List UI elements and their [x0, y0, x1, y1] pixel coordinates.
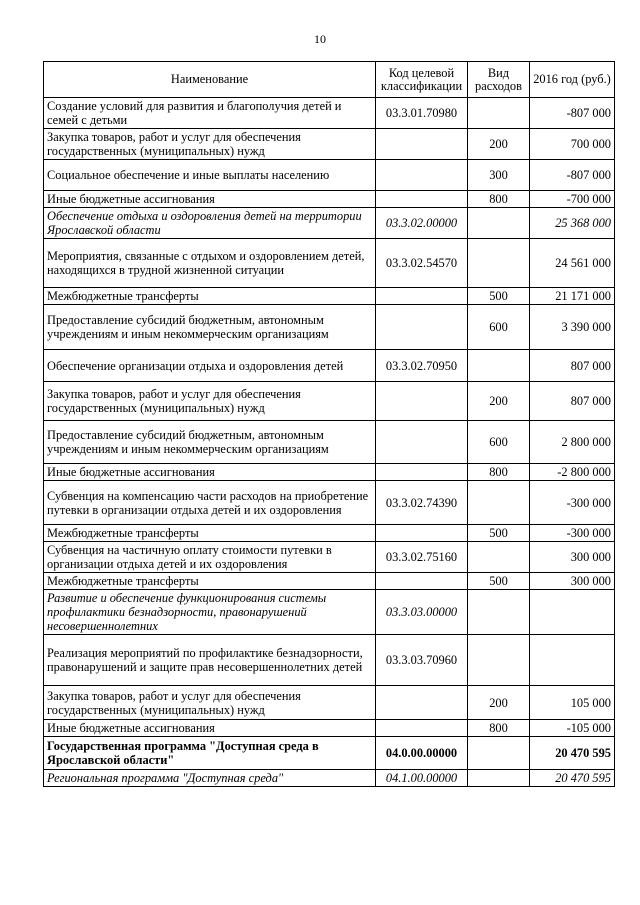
row-code: 03.3.02.00000 [376, 208, 468, 239]
header-name: Наименование [44, 62, 376, 98]
row-name: Закупка товаров, работ и услуг для обеспечения государственных (муниципальных) нужд [44, 129, 376, 160]
row-vid [468, 635, 530, 686]
row-amount: 3 390 000 [530, 305, 615, 350]
table-row [44, 686, 615, 720]
row-code: 03.3.02.74390 [376, 481, 468, 525]
row-name: Иные бюджетные ассигнования [44, 191, 376, 208]
row-code [376, 421, 468, 464]
row-vid [468, 98, 530, 129]
row-amount: 24 561 000 [530, 239, 615, 288]
row-vid [468, 737, 530, 770]
row-name: Предоставление субсидий бюджетным, автономным учреждениям и иным некоммерческим организациям [44, 305, 376, 350]
row-name: Создание условий для развития и благополучия детей и семей с детьми [44, 98, 376, 129]
table-row [44, 382, 615, 421]
row-amount: 807 000 [530, 382, 615, 421]
table-row [44, 542, 615, 573]
row-vid: 800 [468, 464, 530, 481]
row-name: Государственная программа "Доступная среда в Ярославской области" [44, 737, 376, 770]
row-vid: 600 [468, 421, 530, 464]
row-vid [468, 208, 530, 239]
table-row [44, 98, 615, 129]
row-vid: 300 [468, 160, 530, 191]
row-vid: 800 [468, 191, 530, 208]
row-code [376, 305, 468, 350]
row-name: Закупка товаров, работ и услуг для обеспечения государственных (муниципальных) нужд [44, 686, 376, 720]
row-vid: 500 [468, 525, 530, 542]
row-name: Обеспечение отдыха и оздоровления детей на территории Ярославской области [44, 208, 376, 239]
row-amount: -300 000 [530, 525, 615, 542]
row-amount: 20 470 595 [530, 737, 615, 770]
row-name: Развитие и обеспечение функционирования системы профилактики безнадзорности, правонарушений несовершеннолетних [44, 590, 376, 635]
row-vid: 200 [468, 382, 530, 421]
row-amount: 700 000 [530, 129, 615, 160]
row-amount: 807 000 [530, 350, 615, 382]
row-vid: 200 [468, 129, 530, 160]
row-amount: 21 171 000 [530, 288, 615, 305]
row-amount: 105 000 [530, 686, 615, 720]
table-row [44, 350, 615, 382]
row-amount [530, 635, 615, 686]
table-row [44, 481, 615, 525]
row-code [376, 573, 468, 590]
row-amount: 2 800 000 [530, 421, 615, 464]
row-amount: -807 000 [530, 98, 615, 129]
table-row [44, 160, 615, 191]
row-vid [468, 239, 530, 288]
row-code: 03.3.03.00000 [376, 590, 468, 635]
table-body [44, 98, 615, 787]
table-row [44, 770, 615, 787]
row-vid: 800 [468, 720, 530, 737]
row-amount: 20 470 595 [530, 770, 615, 787]
table-row [44, 288, 615, 305]
row-vid [468, 590, 530, 635]
row-name: Обеспечение организации отдыха и оздоровления детей [44, 350, 376, 382]
budget-table [43, 61, 615, 787]
table-row [44, 208, 615, 239]
row-vid [468, 350, 530, 382]
row-amount: -807 000 [530, 160, 615, 191]
row-amount: -700 000 [530, 191, 615, 208]
row-name: Субвенция на частичную оплату стоимости путевки в организации отдыха детей и их оздоровления [44, 542, 376, 573]
row-amount: -2 800 000 [530, 464, 615, 481]
header-code: Код целевой классификации [376, 62, 468, 98]
row-name: Иные бюджетные ассигнования [44, 464, 376, 481]
row-name: Региональная программа "Доступная среда" [44, 770, 376, 787]
row-code [376, 720, 468, 737]
page-number: 10 [314, 32, 326, 46]
table-row [44, 737, 615, 770]
row-amount: -105 000 [530, 720, 615, 737]
row-code: 04.0.00.00000 [376, 737, 468, 770]
row-name: Социальное обеспечение и иные выплаты населению [44, 160, 376, 191]
row-code: 04.1.00.00000 [376, 770, 468, 787]
row-name: Субвенция на компенсацию части расходов на приобретение путевки в организации отдыха детей и их оздоровления [44, 481, 376, 525]
row-amount: 25 368 000 [530, 208, 615, 239]
table-row [44, 573, 615, 590]
row-code: 03.3.02.70950 [376, 350, 468, 382]
row-code: 03.3.03.70960 [376, 635, 468, 686]
row-vid: 500 [468, 288, 530, 305]
row-code: 03.3.01.70980 [376, 98, 468, 129]
table-header-row [44, 62, 615, 98]
row-code [376, 129, 468, 160]
row-vid [468, 542, 530, 573]
row-code [376, 686, 468, 720]
row-name: Межбюджетные трансферты [44, 573, 376, 590]
row-code: 03.3.02.75160 [376, 542, 468, 573]
row-name: Межбюджетные трансферты [44, 288, 376, 305]
row-code: 03.3.02.54570 [376, 239, 468, 288]
row-name: Предоставление субсидий бюджетным, автономным учреждениям и иным некоммерческим организациям [44, 421, 376, 464]
row-amount: -300 000 [530, 481, 615, 525]
table-row [44, 720, 615, 737]
row-vid [468, 481, 530, 525]
table-row [44, 525, 615, 542]
row-code [376, 382, 468, 421]
header-vid: Вид расходов [468, 62, 530, 98]
row-name: Реализация мероприятий по профилактике безнадзорности, правонарушений и защите прав несовершеннолетних детей [44, 635, 376, 686]
table-row [44, 129, 615, 160]
row-name: Мероприятия, связанные с отдыхом и оздоровлением детей, находящихся в трудной жизненной ситуации [44, 239, 376, 288]
row-amount [530, 590, 615, 635]
row-name: Иные бюджетные ассигнования [44, 720, 376, 737]
table-row [44, 239, 615, 288]
table-row [44, 464, 615, 481]
table-row [44, 635, 615, 686]
row-code [376, 525, 468, 542]
row-vid: 600 [468, 305, 530, 350]
row-name: Закупка товаров, работ и услуг для обеспечения государственных (муниципальных) нужд [44, 382, 376, 421]
table-row [44, 590, 615, 635]
header-amount: 2016 год (руб.) [530, 62, 615, 98]
table-row [44, 421, 615, 464]
row-code [376, 464, 468, 481]
row-name: Межбюджетные трансферты [44, 525, 376, 542]
row-code [376, 288, 468, 305]
row-vid: 500 [468, 573, 530, 590]
row-code [376, 160, 468, 191]
row-amount: 300 000 [530, 573, 615, 590]
row-code [376, 191, 468, 208]
row-vid: 200 [468, 686, 530, 720]
row-amount: 300 000 [530, 542, 615, 573]
row-vid [468, 770, 530, 787]
table-row [44, 191, 615, 208]
table-row [44, 305, 615, 350]
